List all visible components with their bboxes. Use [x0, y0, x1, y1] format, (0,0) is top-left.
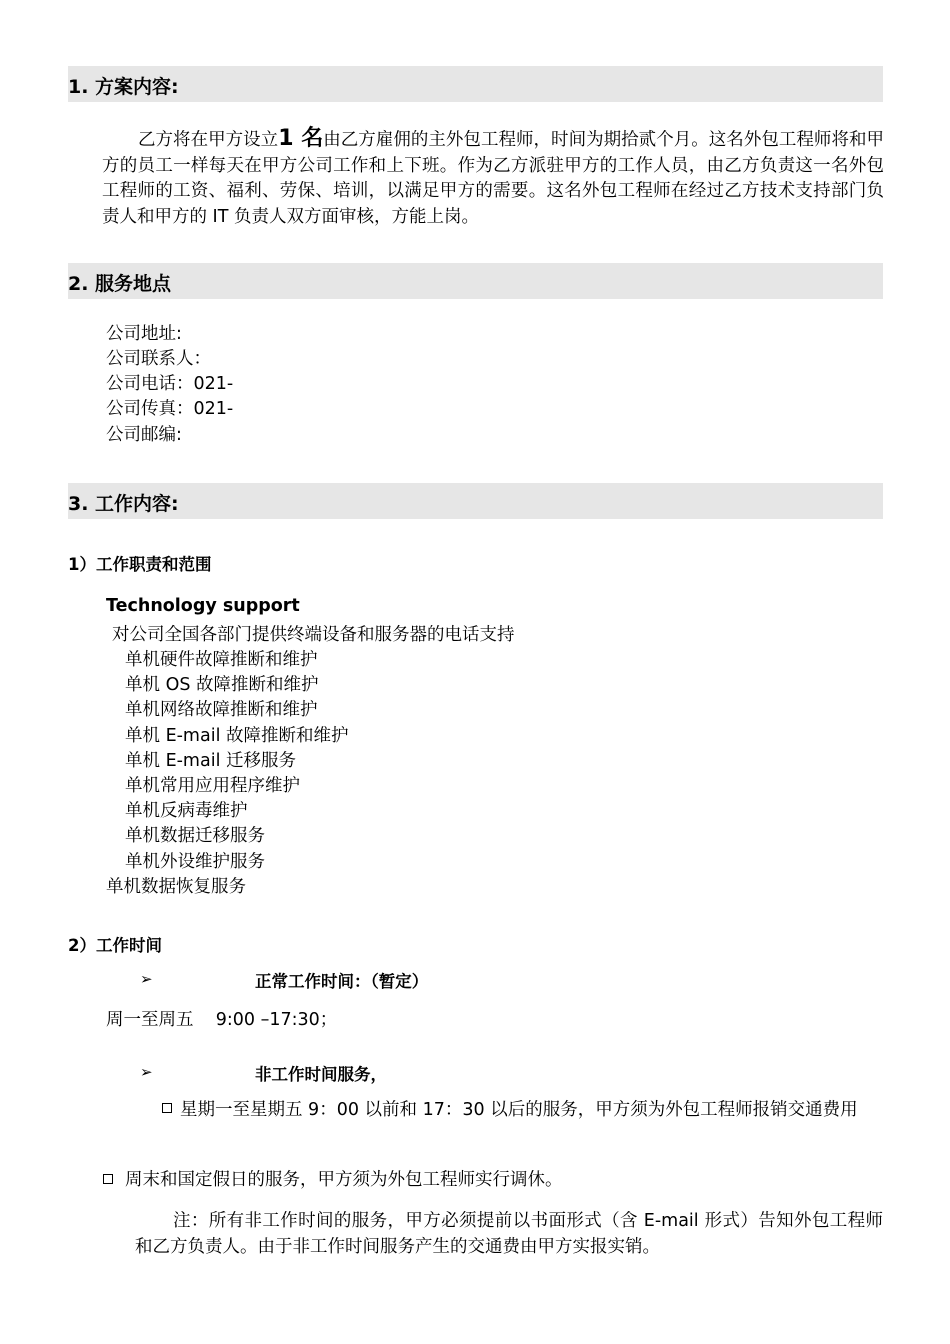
- para-intro-text: 乙方将在甲方设立: [138, 130, 279, 150]
- engineer-count: 1 名: [278, 126, 324, 151]
- list-item: 单机 OS 故障推断和维护: [125, 675, 319, 695]
- normal-hours-value: 周一至周五 9:00 –17:30；: [106, 1010, 338, 1030]
- para-body-text: 由乙方雇佣的主外包工程师，时间为期拾贰个月。这名外包工程师将和甲方的员工一样每天在甲方公司工作和上下班。作为乙方派驻甲方的工作人员，由乙方负责这一名外包工程师的工资、福利、劳保、培训，以满足甲方的需要。这名外包工程师在经过乙方技术支持部门负责人和甲方的 IT 负责人双方面审核，方能上岗。: [102, 130, 885, 227]
- company-address: 公司地址:: [106, 324, 182, 344]
- off-hours-title: 非工作时间服务，: [255, 1065, 387, 1084]
- section-1-header: [68, 66, 883, 102]
- company-contact: 公司联系人：: [106, 349, 211, 369]
- technology-support-intro: 对公司全国各部门提供终端设备和服务器的电话支持: [112, 625, 515, 645]
- section-2-header: [68, 263, 883, 299]
- list-item: 单机常用应用程序维护: [125, 776, 300, 796]
- list-item: 单机硬件故障推断和维护: [125, 650, 318, 670]
- off-hours-note-text: 注：所有非工作时间的服务，甲方必须提前以书面形式（含 E-mail 形式）告知外包工程师和乙方负责人。由于非工作时间服务产生的交通费由甲方实报实销。: [135, 1211, 883, 1257]
- section-1-paragraph: [102, 126, 884, 230]
- list-item: 单机 E-mail 迁移服务: [125, 751, 296, 771]
- section-3-header: [68, 483, 883, 519]
- off-hours-item-weekday: [124, 1098, 884, 1124]
- list-item: 单机外设维护服务: [125, 852, 265, 872]
- section-2-heading: 2. 服务地点: [68, 273, 172, 295]
- company-phone: 公司电话：021-: [106, 374, 234, 394]
- list-item: 单机反病毒维护: [125, 801, 248, 821]
- list-item: 单机数据恢复服务: [106, 877, 246, 897]
- company-postcode: 公司邮编:: [106, 425, 182, 445]
- technology-support-title: Technology support: [106, 596, 300, 616]
- square-bullet-icon: [103, 1174, 113, 1184]
- list-item: 单机网络故障推断和维护: [125, 700, 318, 720]
- list-item: 单机数据迁移服务: [125, 826, 265, 846]
- subsection-1-title: 1）工作职责和范围: [68, 555, 212, 574]
- normal-hours-title: 正常工作时间：（暂定）: [255, 972, 429, 991]
- arrow-bullet-icon: ➢: [140, 970, 153, 988]
- off-hours-weekday-text: 星期一至星期五 9：00 以前和 17：30 以后的服务，甲方须为外包工程师报销交通费用: [180, 1100, 858, 1120]
- off-hours-item-weekend: 周末和国定假日的服务，甲方须为外包工程师实行调休。: [125, 1170, 563, 1190]
- arrow-bullet-icon: ➢: [140, 1063, 153, 1081]
- subsection-2-title: 2）工作时间: [68, 936, 162, 955]
- list-item: 单机 E-mail 故障推断和维护: [125, 726, 349, 746]
- company-fax: 公司传真：021-: [106, 399, 234, 419]
- section-3-heading: 3. 工作内容:: [68, 493, 179, 515]
- section-1-heading: 1. 方案内容:: [68, 76, 179, 98]
- off-hours-note: [135, 1209, 883, 1260]
- square-bullet-icon: [162, 1103, 172, 1113]
